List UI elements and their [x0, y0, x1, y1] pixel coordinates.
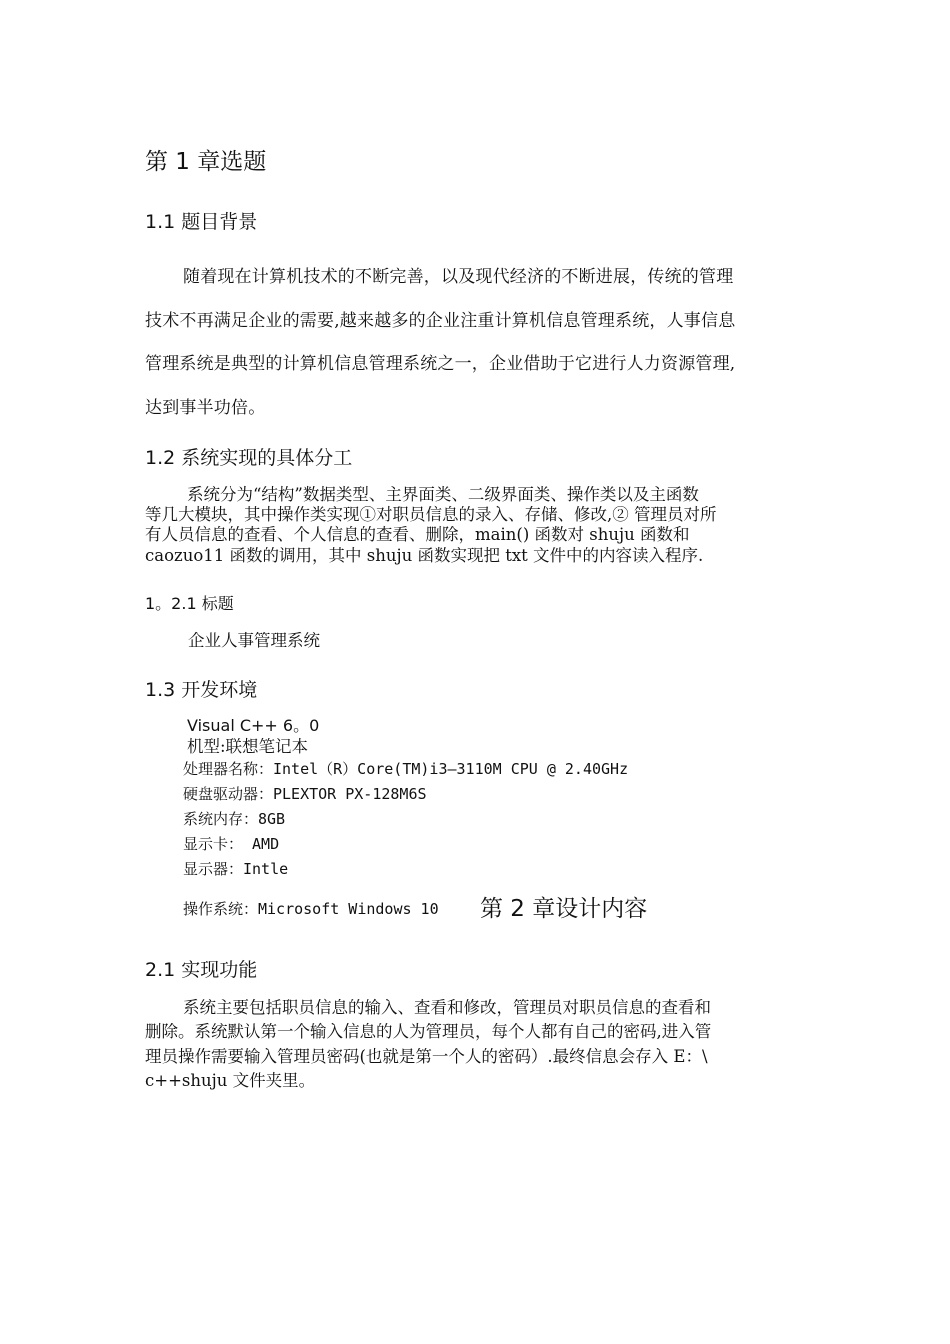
section-2-1-line-1: 系统主要包括职员信息的输入、查看和修改，管理员对职员信息的查看和	[183, 998, 711, 1017]
section-2-1-line-2: 删除。系统默认第一个输入信息的人为管理员，每个人都有自己的密码,进入管	[145, 1022, 712, 1041]
section-2-1-line-4: c++shuju 文件夹里。	[145, 1071, 316, 1090]
env-line-disk: 硬盘驱动器：PLEXTOR PX-128M6S	[183, 785, 427, 803]
env-line-model: 机型:联想笔记本	[187, 737, 309, 756]
section-1-2-heading: 1.2 系统实现的具体分工	[145, 447, 353, 469]
section-1-1-line-4: 达到事半功倍。	[145, 398, 266, 418]
section-1-2-line-1: 系统分为“结构”数据类型、主界面类、二级界面类、操作类以及主函数	[187, 485, 699, 504]
section-2-1-heading: 2.1 实现功能	[145, 959, 258, 981]
section-1-1-heading: 1.1 题目背景	[145, 211, 258, 233]
env-line-cpu: 处理器名称：Intel（R）Core(TM)i3—3110M CPU @ 2.40GHz	[183, 760, 629, 778]
env-line-memory: 系统内存：8GB	[183, 810, 286, 828]
env-line-display: 显示器：Intle	[183, 860, 289, 878]
env-line-gpu: 显示卡： AMD	[183, 835, 280, 853]
chapter-1-title: 第 1 章选题	[145, 149, 267, 175]
subsection-1-2-1-text: 企业人事管理系统	[188, 631, 320, 650]
section-1-2-line-2: 等几大模块，其中操作类实现①对职员信息的录入、存储、修改,② 管理员对所	[145, 505, 717, 524]
section-1-3-heading: 1.3 开发环境	[145, 679, 258, 701]
section-2-1-line-3: 理员操作需要输入管理员密码(也就是第一个人的密码）.最终信息会存入 E：\	[145, 1047, 708, 1066]
section-1-2-line-4: caozuo11 函数的调用，其中 shuju 函数实现把 txt 文件中的内容读入程序.	[145, 546, 704, 565]
section-1-1-line-1: 随着现在计算机技术的不断完善，以及现代经济的不断进展，传统的管理	[183, 267, 734, 287]
chapter-2-title: 第 2 章设计内容	[480, 896, 648, 922]
section-1-1-line-2: 技术不再满足企业的需要,越来越多的企业注重计算机信息管理系统，人事信息	[145, 311, 736, 331]
section-1-1-line-3: 管理系统是典型的计算机信息管理系统之一，企业借助于它进行人力资源管理,	[145, 354, 736, 374]
env-line-ide: Visual C++ 6。0	[187, 716, 320, 735]
env-line-os: 操作系统：Microsoft Windows 10	[183, 900, 439, 918]
subsection-1-2-1-heading: 1。2.1 标题	[145, 594, 234, 613]
section-1-2-line-3: 有人员信息的查看、个人信息的查看、删除，main() 函数对 shuju 函数和	[145, 525, 690, 544]
